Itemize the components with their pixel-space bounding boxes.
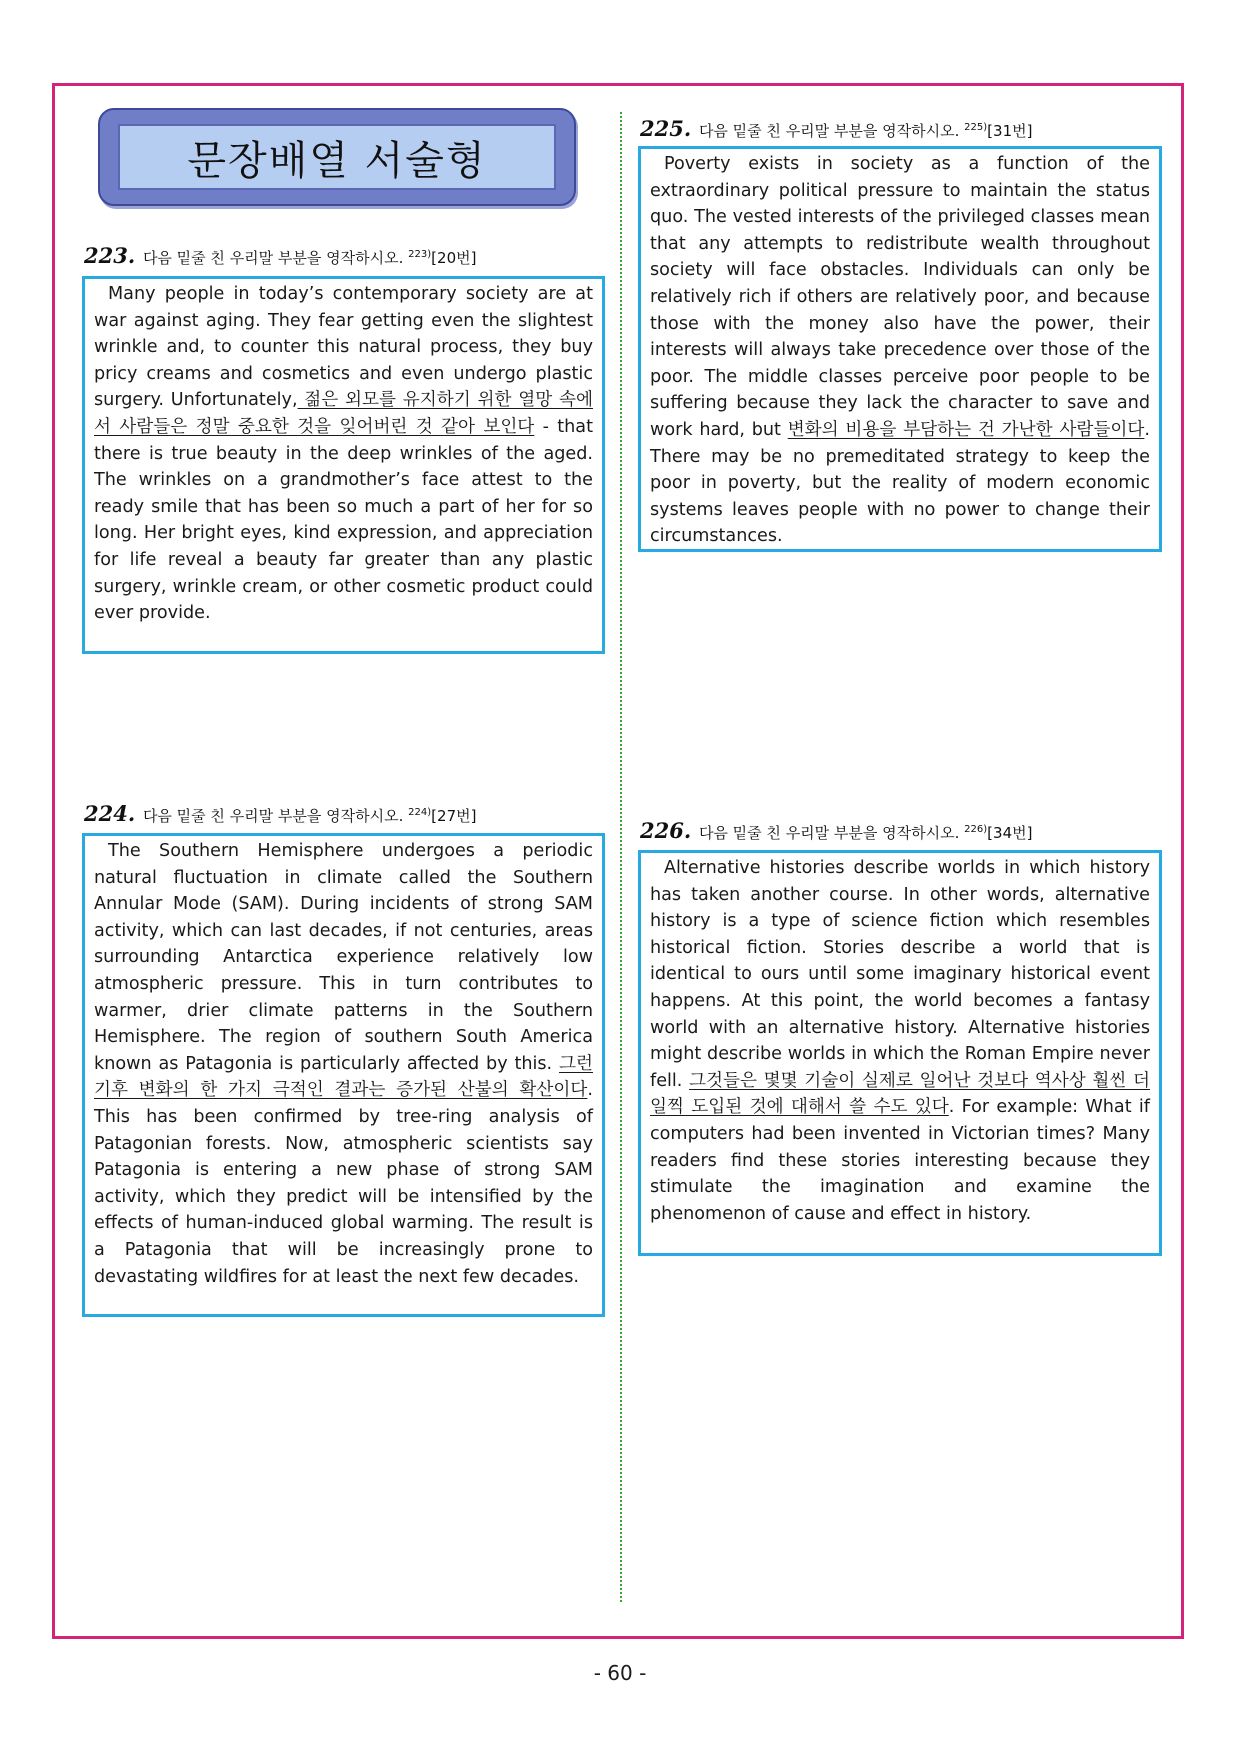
column-divider <box>620 112 622 1602</box>
footnote-ref: 223) <box>408 249 432 260</box>
passage-text: Many people in today’s contemporary society are at war against aging. They fear getting even the slightest wrinkle and, to counter this natural process, they buy pricy creams and cosmetics and even undergo plastic surgery. Unfortunately, <box>94 284 593 411</box>
question-source: [34번] <box>987 824 1033 842</box>
question-passage-223 <box>82 276 605 654</box>
footnote-ref: 225) <box>964 122 988 133</box>
footnote-ref: 224) <box>408 807 432 818</box>
underlined-korean: 그것들은 몇몇 기술이 실제로 일어난 것보다 역사상 훨씬 더 일찍 도입된 것에 대해서 쓸 수도 있다 <box>650 1070 1151 1118</box>
question-header-226 <box>640 818 1032 843</box>
page-number: - 60 - <box>593 1661 647 1685</box>
question-passage-224 <box>82 833 605 1317</box>
question-header-225 <box>640 116 1032 141</box>
question-passage-226 <box>638 850 1162 1256</box>
passage-text: . There may be no premeditated strategy to keep the poor in poverty, but the reality of modern economic systems leaves people with no power to change their circumstances. <box>650 419 1150 547</box>
question-instruction: 다음 밑줄 친 우리말 부분을 영작하시오. <box>142 249 404 267</box>
passage-text: - that there is true beauty in the deep wrinkles of the aged. The wrinkles on a grandmother’s face attest to the ready smile that has been so much a part of her for so long. Her bright eyes, kind expression, and appreciation for life reveal a beauty far greater than any plastic surgery, wrinkle cream, or other cosmetic product could ever provide. <box>94 416 593 624</box>
question-number: 226. <box>640 818 692 843</box>
question-header-223 <box>84 243 476 268</box>
question-number: 223. <box>84 243 136 268</box>
page-title: 문장배열 서술형 <box>118 124 556 190</box>
underlined-korean: 그런 기후 변화의 한 가지 극적인 결과는 증가된 산불의 확산이다 <box>94 1053 593 1101</box>
question-number: 225. <box>640 116 692 141</box>
question-source: [31번] <box>987 122 1033 140</box>
question-source: [27번] <box>431 807 477 825</box>
question-instruction: 다음 밑줄 친 우리말 부분을 영작하시오. <box>142 807 404 825</box>
footnote-ref: 226) <box>964 824 988 835</box>
question-number: 224. <box>84 801 136 826</box>
question-passage-225 <box>638 146 1162 552</box>
passage-text: Poverty exists in society as a function of the extraordinary political pressure to maintain the status quo. The vested interests of the privileged classes mean that any attempts to redistribute wealth throughout society will face obstacles. Individuals can only be relatively rich if others are relatively poor, and because those with the money also have the power, their interests will always take precedence over those of the poor. The middle classes perceive poor people to be suffering because they lack the character to save and work hard, but <box>650 154 1150 440</box>
underlined-korean: 젊은 외모를 유지하기 위한 열망 속에서 사람들은 정말 중요한 것을 잊어버린 것 같아 보인다 <box>94 390 593 437</box>
passage-text: The Southern Hemisphere undergoes a periodic natural fluctuation in climate called the Southern Annular Mode (SAM). During incidents of strong SAM activity, which can last decades, if not centuries, areas surrounding Antarctica experience relatively low atmospheric pressure. This in turn contributes to warmer, drier climate patterns in the Southern Hemisphere. The region of southern South America known as Patagonia is particularly affected by this. <box>94 841 593 1074</box>
passage-text: . For example: What if computers had been invented in Victorian times? Many readers find these stories interesting because they stimulate the imagination and examine the phenomenon of cause and effect in history. <box>650 1097 1150 1224</box>
question-instruction: 다음 밑줄 친 우리말 부분을 영작하시오. <box>698 824 960 842</box>
underlined-korean: 변화의 비용을 부담하는 건 가난한 사람들이다 <box>787 419 1145 440</box>
question-source: [20번] <box>431 249 477 267</box>
passage-text: Alternative histories describe worlds in which history has taken another course. In other words, alternative history is a type of science fiction which resembles historical fiction. Stories describe a world that is identical to ours until some imaginary historical event happens. At this point, the world becomes a fantasy world with an alternative history. Alternative histories might describe worlds in which the Roman Empire never fell. <box>650 858 1150 1091</box>
passage-text: . This has been confirmed by tree-ring analysis of Patagonian forests. Now, atmospheric scientists say Patagonia is entering a new phase of strong SAM activity, which they predict will be intensified by the effects of human-induced global warming. The result is a Patagonia that will be increasingly prone to devastating wildfires for at least the next few decades. <box>94 1080 593 1287</box>
question-header-224 <box>84 801 476 826</box>
question-instruction: 다음 밑줄 친 우리말 부분을 영작하시오. <box>698 122 960 140</box>
